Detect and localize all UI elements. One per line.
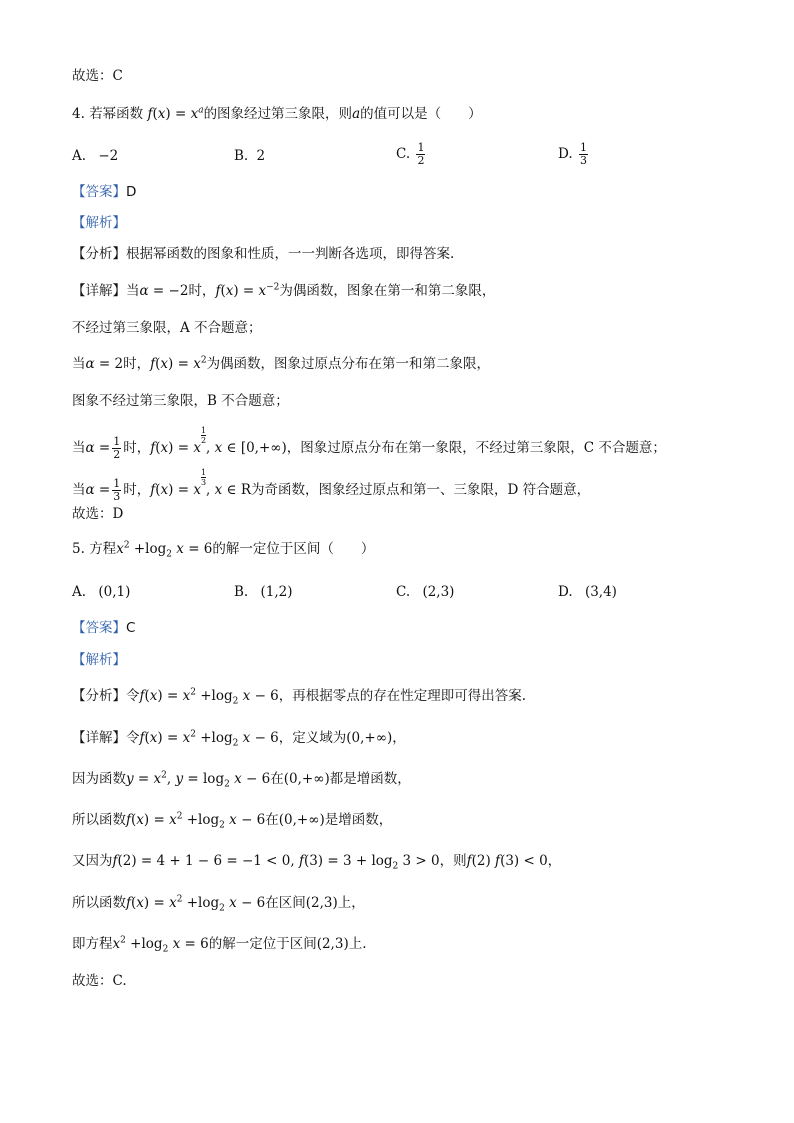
q4-l1-b: 时， [188,283,216,299]
q4-option-b [234,146,265,166]
q4-l2-text: 不经过第三象限，A 不合题意； [72,320,262,336]
q4-l1-alpha: α = −2 [139,283,189,299]
q5-fenxi-func: $f(x) = x^2 +\log_2$ x − 6 [139,687,279,707]
q4-fenxi [72,244,454,264]
q4-answer-tag: 【答案】 [72,184,126,200]
q4-l6-frac: $\frac{1}{3}$ [113,477,121,503]
q4-option-c [396,142,427,167]
q5-option-c [396,582,454,602]
q5-analysis-heading [72,650,126,670]
q4-l1-c: 为偶函数，图象在第一和第二象限， [279,283,496,299]
q5-d3-c: 是增函数， [324,812,393,828]
q4-l5-alpha: α = [85,440,111,456]
q4-l5-c: ，图象过原点分布在第一象限，不经过第三象限，C 不合题意； [286,440,666,456]
q4-l4-text: 图象不经过第三象限，B 不合题意； [72,393,289,409]
q4-xiangjie-tag: 【详解】 [72,283,126,299]
q5-fenxi-tag: 【分析】 [72,688,126,704]
q5-option-b-label: B. [234,584,249,600]
q4-l6-alpha: α = [85,482,111,498]
q5-d1-c: ， [392,730,406,746]
q5-detail-line-3 [72,810,392,830]
q4-detail-line-2 [72,318,262,338]
q5-d6-c: 上. [348,936,367,952]
q4-analysis-heading [72,213,126,233]
q5-d4-b: ，则 [439,853,467,869]
q5-d5-a: 所以函数 [72,895,126,911]
q5-option-d-value: (3,4) [584,584,617,600]
q4-l3-alpha: α = 2 [85,356,124,372]
q5-d2-interval: (0,+∞) [283,771,330,787]
q4-option-c-label: C. [396,146,411,162]
q5-d5-func: $f(x) = x^2 +\log_2$ x − 6 [126,894,266,914]
q5-d6-b: 的解一定位于区间 [208,936,317,952]
q5-detail-line-2 [72,769,411,789]
q4-option-d-label: D. [558,146,573,162]
q4-option-a [72,146,118,166]
q4-detail-line-4 [72,391,289,411]
q4-answer [72,182,136,202]
q4-final [72,504,123,524]
q5-xiangjie-tag: 【详解】 [72,730,126,746]
q5-d3-func: $f(x) = x^2 +\log_2$ x − 6 [126,811,266,831]
q5-option-a-label: A. [72,584,87,600]
q5-final [72,971,127,991]
q4-option-c-den: 2 [417,154,425,167]
q5-detail-line-4 [72,851,561,871]
q5-option-a [72,582,130,602]
q4-stem-suffix: 的值可以是（ ） [360,106,482,122]
q5-equation: $x^2 +\log_2$ x = 6 [116,540,213,560]
q4-l5-b: 时， [123,440,151,456]
q4-option-d-fraction [579,142,588,167]
q5-d1-func: $f(x) = x^2 +\log_2$ x − 6 [139,729,279,749]
q4-l5-a: 当 [72,440,86,456]
q5-d6-interval: (2,3) [316,936,349,952]
q4-detail-line-1 [72,281,495,301]
q4-l6-func: f(x) = x $\frac{1}{3}$ , x ∈ R [150,468,251,498]
q5-option-d [558,582,617,602]
q5-number: 5. [72,541,85,557]
q4-l3-a: 当 [72,356,86,372]
q5-d5-b: 在区间 [265,895,306,911]
q5-d6-equation: $x^2 +\log_2$ x = 6 [112,935,209,955]
q4-fenxi-tag: 【分析】 [72,246,126,262]
q4-l6-b: 时， [123,482,151,498]
q5-d2-c: 都是增函数， [329,771,411,787]
q4-function-expr: $f(x) = x^a$ [147,105,204,122]
q5-d6-a: 即方程 [72,936,113,952]
q5-stem-prefix: 方程 [89,541,117,557]
q4-l6-a: 当 [72,482,86,498]
q4-detail-line-6 [72,468,590,503]
q5-d4-a: 又因为 [72,853,113,869]
q5-stem-suffix: 的解一定位于区间（ ） [212,541,375,557]
q4-number: 4. [72,106,85,122]
q5-detail-line-5 [72,893,365,913]
q5-stem [72,539,374,559]
q4-var-a: a [352,106,361,122]
q5-d3-interval: (0,+∞) [278,812,325,828]
q4-option-d-den: 3 [579,154,587,167]
q4-l1-a: 当 [126,283,140,299]
q5-d5-interval: (2,3) [305,895,338,911]
q4-option-a-value: −2 [98,148,119,164]
q5-d2-funcs: $y = x^2$, $y = \log_2 x - 6$ [126,770,271,790]
q5-d4-values: f(2) = 4 + 1 − 6 = −1 < 0, $f(3) = 3 + \log_2 3 > 0$ [112,853,440,872]
q4-detail-line-5 [72,426,666,461]
q5-detail-line-6 [72,934,367,954]
q4-stem-mid: 的图象经过第三象限，则 [203,106,353,122]
q5-d1-b: ，定义域为 [278,730,347,746]
q4-analysis-tag: 【解析】 [72,215,126,231]
q4-l5-frac: $\frac{1}{2}$ [113,435,121,461]
prev-answer-line [72,66,123,86]
q5-fenxi [72,686,526,706]
q5-final-text: 故选：C. [72,973,127,989]
q4-option-c-num: 1 [417,141,425,154]
q5-answer [72,618,135,638]
q5-fenxi-a: 令 [126,688,140,704]
q5-fenxi-b: ，再根据零点的存在性定理即可得出答案. [278,688,527,704]
q4-stem [72,104,482,124]
q5-option-b [234,582,293,602]
q4-option-c-fraction [416,142,425,167]
q4-option-d-num: 1 [579,141,587,154]
q5-d5-c: 上， [337,895,365,911]
q4-fenxi-text: 根据幂函数的图象和性质，一一判断各选项，即得答案. [126,246,455,262]
q4-l6-c: 为奇函数，图象经过原点和第一、三象限，D 符合题意， [250,482,591,498]
q5-option-c-label: C. [396,584,411,600]
q4-l3-b: 时， [123,356,151,372]
q5-d2-a: 因为函数 [72,771,126,787]
q4-l1-func: $f(x) = x^{-2}$ [215,282,280,299]
q4-l3-c: 为偶函数，图象过原点分布在第一和第二象限， [206,356,491,372]
q4-answer-value: D [126,184,137,200]
q5-answer-value: C [126,620,136,636]
q5-option-d-label: D. [558,584,573,600]
q5-analysis-tag: 【解析】 [72,652,126,668]
q4-final-text: 故选：D [72,506,124,522]
q5-d1-domain: (0,+∞) [346,730,393,746]
q4-detail-line-3 [72,354,490,374]
q5-d4-c: ， [547,853,562,869]
q4-option-a-label: A. [72,148,87,164]
q5-answer-tag: 【答案】 [72,620,126,636]
q4-option-b-value: 2 [256,148,266,164]
q5-d1-a: 令 [126,730,140,746]
q4-option-b-label: B. [234,148,249,164]
q5-d2-b: 在 [270,771,284,787]
q4-stem-prefix: 若幂函数 [89,106,144,122]
q4-l3-func: $f(x) = x^2$ [150,355,207,372]
prev-answer-text: 故选：C [72,68,123,84]
q5-option-b-value: (1,2) [260,584,293,600]
q4-option-d [558,142,590,167]
q5-option-c-value: (2,3) [422,584,455,600]
q5-d3-b: 在 [265,812,279,828]
q4-l5-func: f(x) = x $\frac{1}{2}$ , x ∈ [0,+∞) [150,426,287,456]
q5-detail-line-1 [72,728,406,748]
q5-d4-product: f(2) f(3) < 0 [466,853,548,869]
q5-d3-a: 所以函数 [72,812,126,828]
q5-option-a-value: (0,1) [98,584,131,600]
